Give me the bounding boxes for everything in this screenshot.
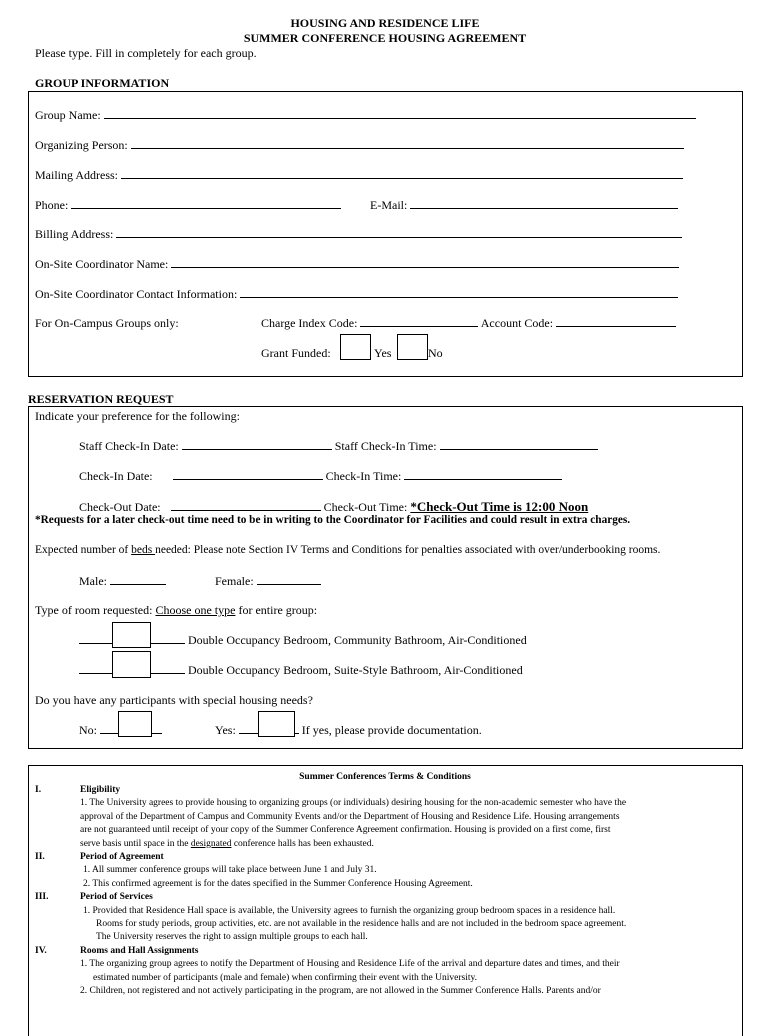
billing-address-field[interactable] xyxy=(116,227,682,238)
room-option-2-checkbox[interactable] xyxy=(112,651,151,678)
male-label: Male: xyxy=(79,574,107,588)
grant-yes-label: Yes xyxy=(374,346,392,360)
room-option-1-label: Double Occupancy Bedroom, Community Bathroom, Air-Conditioned xyxy=(188,633,527,647)
billing-address-label: Billing Address: xyxy=(35,227,114,241)
checkout-date-row xyxy=(79,499,588,515)
billing-address-row xyxy=(35,227,682,242)
reservation-heading: RESERVATION REQUEST xyxy=(28,392,174,406)
late-checkout-note: *Requests for a later check-out time need to be in writing to the Coordinator for Facilities and could result in extra charges. xyxy=(35,514,631,526)
coordinator-contact-row xyxy=(35,287,678,302)
grant-yes-checkbox[interactable] xyxy=(340,334,371,360)
section-4-line: 1. The organizing group agrees to notify the Department of Housing and Residence Life of the arrival and departure dates and times, and their xyxy=(80,959,620,970)
charge-index-row xyxy=(261,316,676,331)
staff-checkin-date-label: Staff Check-In Date: xyxy=(79,439,179,453)
special-no-label: No: xyxy=(79,723,97,737)
section-2-heading xyxy=(35,851,735,864)
section-4-line: 2. Children, not registered and not actively participating in the program, are not allowed in the Summer Conference Halls. Parents and/or xyxy=(80,986,601,997)
special-yes-label: Yes: xyxy=(215,723,236,737)
room-type-row xyxy=(35,603,317,618)
s1-line4-a: serve basis until space in the xyxy=(80,838,191,849)
organizing-person-field[interactable] xyxy=(131,138,684,149)
coordinator-contact-field[interactable] xyxy=(240,287,678,298)
section-1-line xyxy=(35,838,735,851)
email-field[interactable] xyxy=(410,198,678,209)
section-3-number: III. xyxy=(35,892,49,903)
checkin-date-row xyxy=(79,469,562,484)
email-row xyxy=(370,198,678,213)
section-4-line: estimated number of participants (male and female) when confirming their event with the University. xyxy=(93,972,478,983)
section-2-title: Period of Agreement xyxy=(80,852,164,863)
section-3-line: 1. Provided that Residence Hall space is available, the University agrees to furnish the organizing group bedroom spaces in a residence hall. xyxy=(83,905,616,916)
phone-label: Phone: xyxy=(35,198,69,212)
staff-checkin-date-row xyxy=(79,439,598,454)
phone-field[interactable] xyxy=(71,198,341,209)
staff-checkin-time-field[interactable] xyxy=(440,439,598,450)
section-1-heading xyxy=(35,784,735,797)
s1-designated: designated xyxy=(190,838,232,849)
section-3-line: The University reserves the right to assign multiple groups to each hall. xyxy=(96,932,368,943)
section-4-number: IV. xyxy=(35,945,47,956)
charge-index-field[interactable] xyxy=(360,316,478,327)
coordinator-name-row xyxy=(35,257,679,272)
section-1-number: I. xyxy=(35,785,42,795)
section-2-number: II. xyxy=(35,852,45,863)
checkout-date-field[interactable] xyxy=(171,500,321,511)
checkin-time-field[interactable] xyxy=(404,469,562,480)
special-needs-question: Do you have any participants with special housing needs? xyxy=(35,693,313,707)
terms-content xyxy=(35,784,735,998)
group-name-row xyxy=(35,108,696,123)
room-type-choose: Choose one type xyxy=(155,603,236,617)
coordinator-name-label: On-Site Coordinator Name: xyxy=(35,257,169,271)
room-type-prefix: Type of room requested: xyxy=(35,603,156,617)
phone-row xyxy=(35,198,341,213)
expected-beds-note xyxy=(35,544,660,556)
checkout-date-label: Check-Out Date: xyxy=(79,500,161,514)
mailing-address-label: Mailing Address: xyxy=(35,168,118,182)
male-row xyxy=(79,574,166,589)
mailing-address-field[interactable] xyxy=(121,168,683,179)
section-3-title: Period of Services xyxy=(80,892,153,903)
checkout-time-label: Check-Out Time: xyxy=(323,500,408,514)
room-option-2-label: Double Occupancy Bedroom, Suite-Style Bathroom, Air-Conditioned xyxy=(188,663,523,677)
section-4-heading xyxy=(35,945,735,958)
special-yes-row xyxy=(215,723,482,738)
section-3-line: Rooms for study periods, group activities, etc. are not available in the residence halls and are not included in the bedroom space agreement. xyxy=(96,919,627,930)
expected-prefix: Expected number of xyxy=(35,544,132,556)
grant-no-label: No xyxy=(428,346,443,360)
group-name-label: Group Name: xyxy=(35,108,101,122)
mailing-address-row xyxy=(35,168,683,183)
email-label: E-Mail: xyxy=(370,198,408,212)
checkin-time-label: Check-In Time: xyxy=(325,469,402,483)
form-subtitle: SUMMER CONFERENCE HOUSING AGREEMENT xyxy=(243,31,527,45)
coordinator-name-field[interactable] xyxy=(171,257,679,268)
male-field[interactable] xyxy=(110,574,166,585)
room-option-1-checkbox[interactable] xyxy=(112,622,151,648)
organizing-person-label: Organizing Person: xyxy=(35,138,128,152)
section-1-title: Eligibility xyxy=(80,785,121,795)
room-type-suffix: for entire group: xyxy=(235,603,318,617)
group-name-field[interactable] xyxy=(104,108,696,119)
female-row xyxy=(215,574,321,589)
checkin-date-field[interactable] xyxy=(173,469,323,480)
expected-suffix: needed: Please note Section IV Terms and Conditions for penalties associated with over/underbooking rooms. xyxy=(155,544,661,556)
account-code-label: Account Code: xyxy=(480,316,554,330)
indicate-preference: Indicate your preference for the following: xyxy=(35,409,240,423)
section-3-heading xyxy=(35,891,735,904)
staff-checkin-time-label: Staff Check-In Time: xyxy=(334,439,437,453)
checkout-noon-note: *Check-Out Time is 12:00 Noon xyxy=(410,499,589,514)
on-campus-label: For On-Campus Groups only: xyxy=(35,316,179,330)
charge-index-label: Charge Index Code: xyxy=(261,316,358,330)
special-no-checkbox[interactable] xyxy=(118,711,152,737)
female-label: Female: xyxy=(215,574,254,588)
staff-checkin-date-field[interactable] xyxy=(182,439,332,450)
coordinator-contact-label: On-Site Coordinator Contact Information: xyxy=(35,287,238,301)
section-4-title: Rooms and Hall Assignments xyxy=(80,945,199,956)
section-1-line: approval of the Department of Campus and Community Events and/or the Department of Housing and Residence Life. Housing arrangements xyxy=(80,811,620,822)
documentation-note: If yes, please provide documentation. xyxy=(301,723,482,737)
checkin-date-label: Check-In Date: xyxy=(79,469,153,483)
terms-title: Summer Conferences Terms & Conditions xyxy=(299,772,471,782)
special-yes-checkbox[interactable] xyxy=(258,711,295,737)
section-2-line: 2. This confirmed agreement is for the dates specified in the Summer Conference Housing Agreement. xyxy=(83,878,473,889)
form-title: HOUSING AND RESIDENCE LIFE xyxy=(290,16,480,30)
account-code-field[interactable] xyxy=(556,316,676,327)
instructions: Please type. Fill in completely for each group. xyxy=(35,46,257,60)
section-2-line: 1. All summer conference groups will take place between June 1 and July 31. xyxy=(83,865,377,876)
grant-funded-label: Grant Funded: xyxy=(261,346,331,360)
grant-no-checkbox[interactable] xyxy=(397,334,428,360)
s1-line4-b: conference halls has been exhausted. xyxy=(231,838,374,849)
group-info-heading: GROUP INFORMATION xyxy=(35,76,170,90)
organizing-person-row xyxy=(35,138,684,153)
section-1-line: 1. The University agrees to provide housing to organizing groups (or individuals) desiring housing for the non-academic semester who have the xyxy=(80,798,627,809)
expected-beds-word: beds xyxy=(131,544,156,556)
section-1-line: are not guaranteed until receipt of your copy of the Summer Conference Agreement confirmation. Housing is provided on a first come, first xyxy=(80,825,611,836)
female-field[interactable] xyxy=(257,574,321,585)
